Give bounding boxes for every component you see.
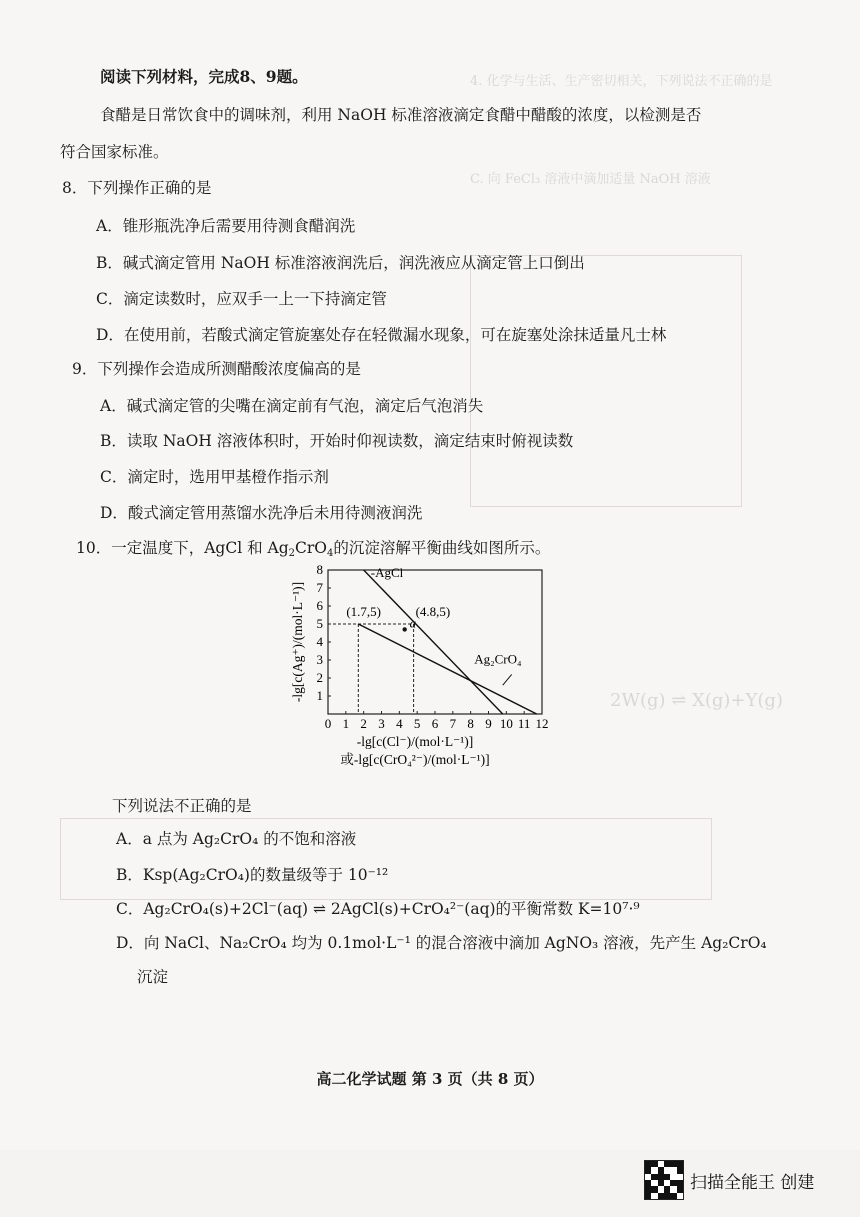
y-axis-label: -lg[c(Ag⁺)/(mol·L⁻¹)] <box>290 581 305 703</box>
x-tick-label: 6 <box>431 716 439 731</box>
y-tick-label: 3 <box>316 652 323 667</box>
material-text: 符合国家标准。 <box>60 143 169 161</box>
x-axis-label: -lg[c(Cl⁻)/(mol·L⁻¹)] <box>356 734 474 749</box>
x-tick-label: 5 <box>413 716 421 731</box>
question-10-stem-mid: CrO <box>295 539 327 557</box>
question-9-option-b: B．读取 NaOH 溶液体积时，开始时仰视读数，滴定结束时俯视读数 <box>100 432 574 450</box>
question-8-option-d: D．在使用前，若酸式滴定管旋塞处存在轻微漏水现象，可在旋塞处涂抹适量凡士林 <box>96 326 667 344</box>
series-label-ag2cro4: Ag₂CrO₄ <box>474 651 522 667</box>
x-tick-label: 1 <box>342 716 350 731</box>
x-tick-label: 4 <box>396 716 403 731</box>
plot-frame <box>328 570 542 714</box>
point-a-marker <box>402 627 406 631</box>
x-tick-label: 3 <box>378 716 385 731</box>
x-tick-label: 12 <box>535 716 549 731</box>
qr-code-icon <box>644 1160 684 1200</box>
question-10-stem <box>76 537 550 565</box>
y-tick-label: 5 <box>316 616 323 631</box>
bleed-through-text: C. 向 FeCl₃ 溶液中滴加适量 NaOH 溶液 <box>470 172 711 187</box>
x-tick-label: 11 <box>517 716 531 731</box>
bleed-through-text: 2W(g) ⇌ X(g)+Y(g) <box>610 690 783 711</box>
x-tick-label: 9 <box>485 716 492 731</box>
y-tick-label: 7 <box>316 580 323 595</box>
page-footer: 高二化学试题 第 3 页（共 8 页） <box>316 1070 544 1088</box>
series-line-ag2cro4 <box>358 624 536 714</box>
question-8-option-c: C．滴定读数时，应双手一上一下持滴定管 <box>96 290 387 308</box>
question-10-stem-suffix: 的沉淀溶解平衡曲线如图所示。 <box>333 539 551 557</box>
question-10-option-b: B．Ksp(Ag₂CrO₄)的数量级等于 10⁻¹² <box>116 866 389 884</box>
series-label-agcl: -AgCl <box>370 565 404 581</box>
x-tick-label: 7 <box>449 716 457 731</box>
y-tick-label: 4 <box>316 634 323 649</box>
bleed-through-text: 4. 化学与生活、生产密切相关，下列说法不正确的是 <box>470 74 773 89</box>
x-tick-label: 8 <box>467 716 474 731</box>
question-9-stem: 9．下列操作会造成所测醋酸浓度偏高的是 <box>72 360 361 378</box>
question-8-option-a: A．锥形瓶洗净后需要用待测食醋润洗 <box>96 217 356 235</box>
y-tick-label: 1 <box>316 688 323 703</box>
question-8-option-b: B．碱式滴定管用 NaOH 标准溶液润洗后，润洗液应从滴定管上口倒出 <box>96 254 585 272</box>
x-tick-label: 2 <box>360 716 367 731</box>
y-tick-label: 6 <box>316 598 323 613</box>
question-8-stem: 8．下列操作正确的是 <box>62 179 212 197</box>
question-9-option-c: C．滴定时，选用甲基橙作指示剂 <box>100 468 329 486</box>
series-line-agcl <box>364 570 503 714</box>
scanner-watermark <box>644 1160 814 1200</box>
solubility-equilibrium-chart <box>282 562 572 787</box>
subscript: 4 <box>327 548 334 559</box>
x-axis-label-alt: 或-lg[c(CrO₄²⁻)/(mol·L⁻¹)] <box>340 752 490 767</box>
question-10-option-a: A．a 点为 Ag₂CrO₄ 的不饱和溶液 <box>116 830 357 848</box>
question-10-option-d: D．向 NaCl、Na₂CrO₄ 均为 0.1mol·L⁻¹ 的混合溶液中滴加 AgNO₃ 溶液，先产生 Ag₂CrO₄ <box>116 934 767 952</box>
material-text: 食醋是日常饮食中的调味剂，利用 NaOH 标准溶液滴定食醋中醋酸的浓度，以检测是否 <box>100 106 702 124</box>
question-9-option-d: D．酸式滴定管用蒸馏水洗净后未用待测液润洗 <box>100 504 423 522</box>
point-a-label: a <box>409 615 417 631</box>
series-label-leader <box>503 674 512 685</box>
y-tick-label: 2 <box>316 670 323 685</box>
x-tick-label: 0 <box>324 716 332 731</box>
point-annotation: (4.8,5) <box>415 604 451 619</box>
x-tick-label: 10 <box>499 716 513 731</box>
question-10-option-c: C．Ag₂CrO₄(s)+2Cl⁻(aq) ⇌ 2AgCl(s)+CrO₄²⁻(aq)的平衡常数 K=10⁷·⁹ <box>116 900 640 918</box>
material-heading: 阅读下列材料，完成8、9题。 <box>100 67 308 86</box>
point-annotation: (1.7,5) <box>346 604 381 619</box>
question-9-option-a: A．碱式滴定管的尖嘴在滴定前有气泡，滴定后气泡消失 <box>100 397 484 415</box>
bleed-through-table <box>470 255 742 507</box>
question-10-prompt: 下列说法不正确的是 <box>112 797 252 815</box>
scanner-label: 扫描全能王 创建 <box>690 1172 815 1193</box>
question-10-stem-prefix: 10．一定温度下，AgCl 和 Ag <box>76 539 289 557</box>
question-10-option-d-cont: 沉淀 <box>137 968 169 986</box>
y-tick-label: 8 <box>316 562 323 577</box>
subscript: 2 <box>288 548 296 559</box>
